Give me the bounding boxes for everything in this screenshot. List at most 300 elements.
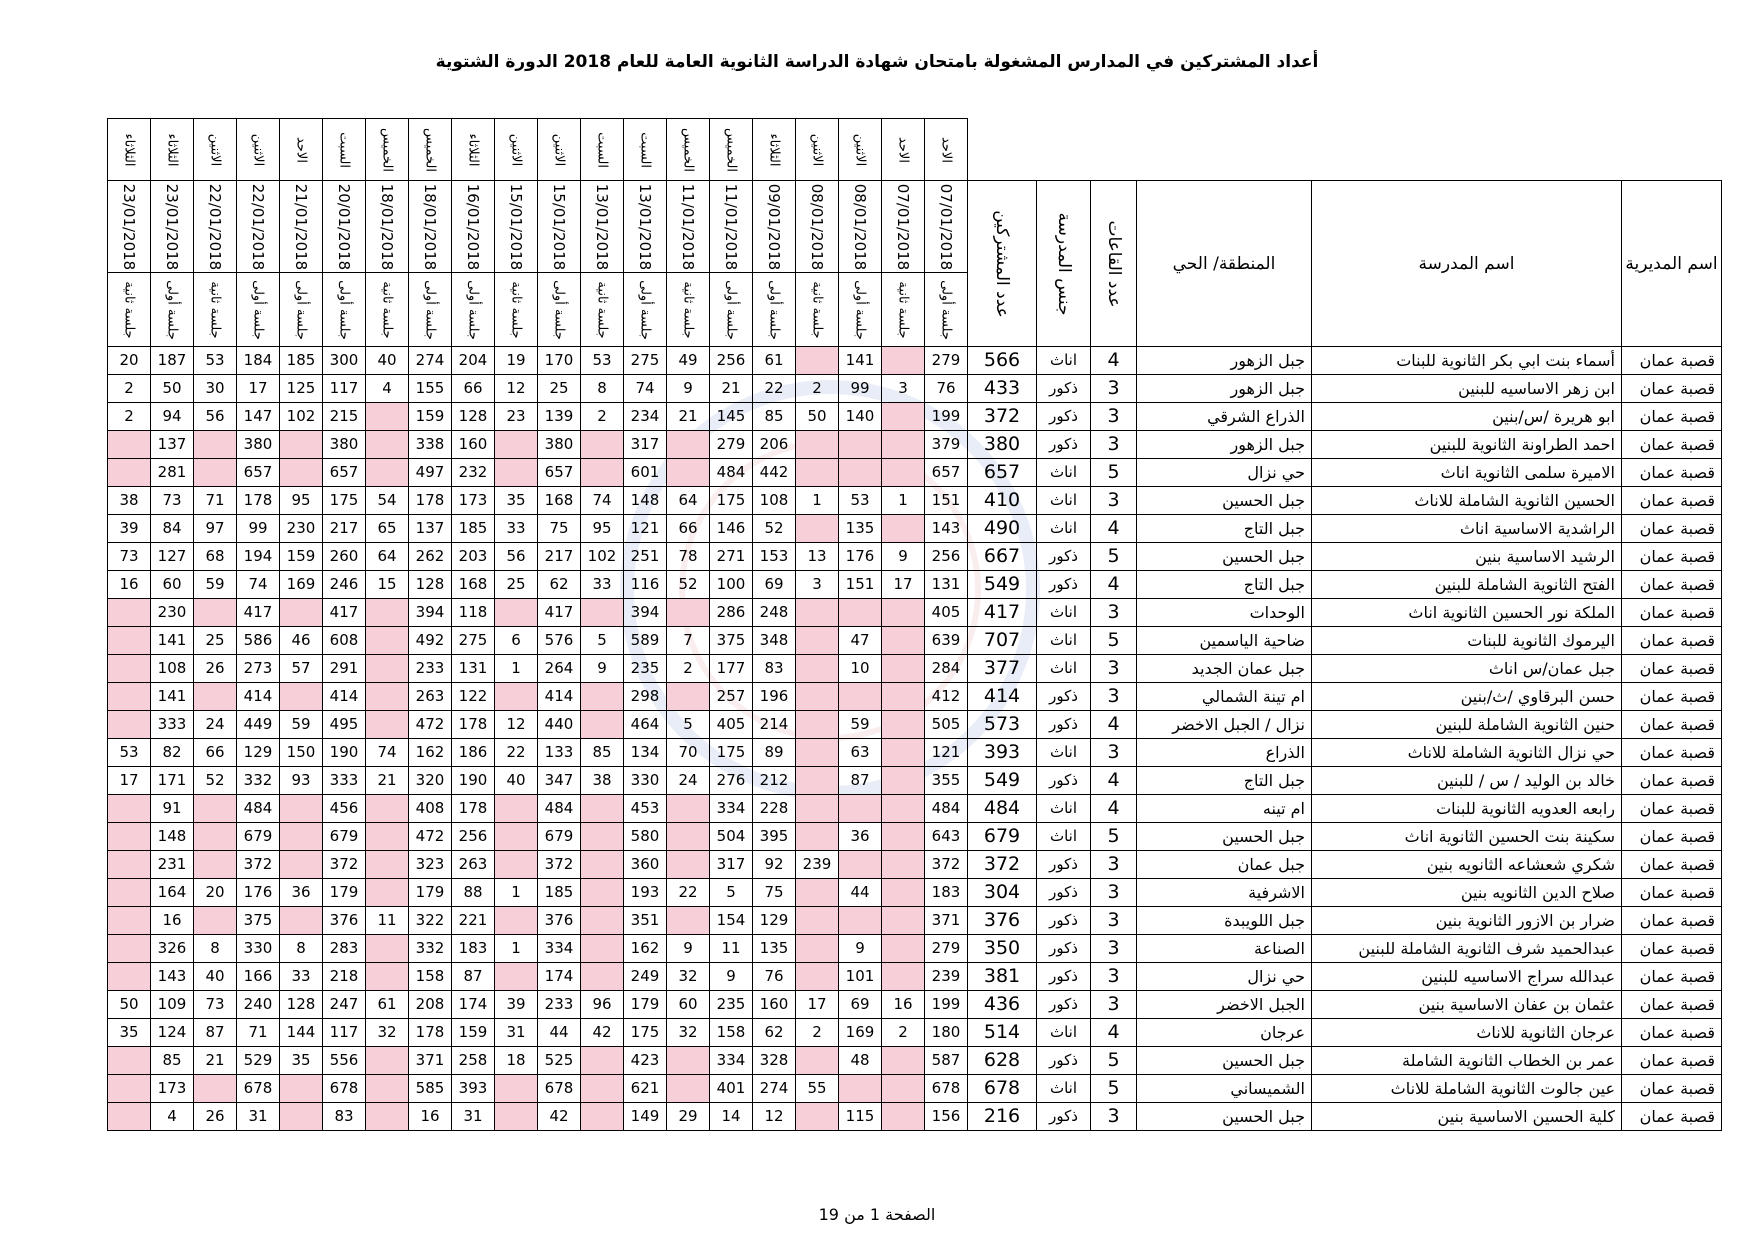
empty-session-cell [280,431,323,459]
empty-session-cell [882,347,925,375]
session-count-cell: 414 [323,683,366,711]
session-count-cell: 44 [839,879,882,907]
session-count-cell: 50 [796,403,839,431]
session-count-cell: 183 [452,935,495,963]
session-count-cell: 76 [925,375,968,403]
header-gender [1037,181,1091,347]
session-count-cell: 61 [366,991,409,1019]
session-count-cell: 66 [194,739,237,767]
session-count-cell: 291 [323,655,366,683]
school-name-cell: الراشدية الاساسية اناث [1312,515,1622,543]
empty-session-cell [581,851,624,879]
session-date-label: 13/01/2018 [636,183,654,270]
session-count-cell: 99 [839,375,882,403]
area-cell: الذراع الشرقي [1137,403,1312,431]
session-number [624,273,667,347]
school-name-cell: الحسين الثانوية الشاملة للاناث [1312,487,1622,515]
empty-session-cell [796,1047,839,1075]
table-row [108,795,1722,823]
session-number [323,273,366,347]
session-count-cell: 17 [108,767,151,795]
empty-session-cell [882,599,925,627]
session-count-cell: 206 [753,431,796,459]
session-count-cell: 76 [753,963,796,991]
table-row [108,851,1722,879]
session-date [452,181,495,273]
session-count-cell: 174 [538,963,581,991]
school-name-cell: عبدالله سراج الاساسيه للبنين [1312,963,1622,991]
session-number [366,273,409,347]
session-count-cell: 35 [495,487,538,515]
session-count-cell: 495 [323,711,366,739]
session-number [452,273,495,347]
session-date [710,181,753,273]
session-count-cell: 18 [495,1047,538,1075]
session-count-cell: 158 [710,1019,753,1047]
session-count-cell: 26 [194,655,237,683]
empty-session-cell [839,907,882,935]
school-name-cell: حسن البرقاوي /ث/بنين [1312,683,1622,711]
session-number [237,273,280,347]
session-count-cell: 215 [323,403,366,431]
session-date-label: 07/01/2018 [894,183,912,270]
table-row [108,515,1722,543]
session-count-cell: 99 [237,515,280,543]
session-number [710,273,753,347]
header-gender-label: جنس المدرسة [1053,212,1074,315]
empty-session-cell [882,403,925,431]
gender-cell: اناث [1037,515,1091,543]
empty-session-cell [796,431,839,459]
session-count-cell: 159 [280,543,323,571]
session-count-cell: 371 [925,907,968,935]
gender-cell: ذكور [1037,431,1091,459]
table-row [108,459,1722,487]
session-day [538,119,581,181]
area-cell: عرجان [1137,1019,1312,1047]
session-count-cell: 32 [667,963,710,991]
school-name-cell: عين جالوت الثانوية الشاملة للاناث [1312,1075,1622,1103]
empty-session-cell [366,1103,409,1131]
school-name-cell: الرشيد الاساسية بنين [1312,543,1622,571]
session-count-cell: 187 [151,347,194,375]
session-count-cell: 184 [237,347,280,375]
session-day-label: الاحد [895,136,911,163]
halls-cell: 4 [1091,711,1137,739]
empty-session-cell [108,879,151,907]
area-cell: جبل عمان [1137,851,1312,879]
halls-cell: 5 [1091,543,1137,571]
directorate-cell: قصبة عمان [1622,1047,1722,1075]
session-count-cell: 150 [280,739,323,767]
session-count-cell: 26 [194,1103,237,1131]
session-count-cell: 2 [667,655,710,683]
participants-cell: 657 [968,459,1037,487]
session-number-label: جلسة ثانية [809,280,825,339]
session-count-cell: 29 [667,1103,710,1131]
session-count-cell: 151 [839,571,882,599]
empty-session-cell [667,1075,710,1103]
empty-session-cell [366,711,409,739]
session-count-cell: 393 [452,1075,495,1103]
session-count-cell: 100 [710,571,753,599]
gender-cell: ذكور [1037,375,1091,403]
gender-cell: اناث [1037,655,1091,683]
session-count-cell: 108 [753,487,796,515]
session-day [882,119,925,181]
directorate-cell: قصبة عمان [1622,459,1722,487]
session-count-cell: 15 [366,571,409,599]
session-count-cell: 16 [882,991,925,1019]
directorate-cell: قصبة عمان [1622,403,1722,431]
school-name-cell: حنين الثانوية الشاملة للبنين [1312,711,1622,739]
session-count-cell: 281 [151,459,194,487]
session-count-cell: 143 [925,515,968,543]
session-count-cell: 284 [925,655,968,683]
session-count-cell: 347 [538,767,581,795]
session-count-cell: 48 [839,1047,882,1075]
empty-session-cell [581,431,624,459]
session-count-cell: 9 [882,543,925,571]
empty-session-cell [194,683,237,711]
empty-session-cell [280,851,323,879]
table-row [108,907,1722,935]
participants-cell: 628 [968,1047,1037,1075]
session-date-label: 15/01/2018 [507,183,525,270]
session-count-cell: 17 [796,991,839,1019]
halls-cell: 4 [1091,515,1137,543]
session-count-cell: 177 [710,655,753,683]
session-count-cell: 17 [237,375,280,403]
session-count-cell: 175 [710,487,753,515]
participants-cell: 549 [968,767,1037,795]
empty-session-cell [495,823,538,851]
session-count-cell: 235 [710,991,753,1019]
session-count-cell: 405 [710,711,753,739]
session-count-cell: 4 [366,375,409,403]
directorate-cell: قصبة عمان [1622,795,1722,823]
session-count-cell: 326 [151,935,194,963]
session-count-cell: 159 [409,403,452,431]
session-count-cell: 9 [581,655,624,683]
empty-session-cell [108,711,151,739]
session-date-label: 22/01/2018 [249,183,267,270]
gender-cell: اناث [1037,627,1091,655]
empty-session-cell [495,1103,538,1131]
empty-session-cell [667,907,710,935]
empty-session-cell [581,459,624,487]
directorate-cell: قصبة عمان [1622,515,1722,543]
session-count-cell: 117 [323,375,366,403]
session-count-cell: 279 [925,935,968,963]
empty-session-cell [366,459,409,487]
session-count-cell: 159 [452,1019,495,1047]
session-date [409,181,452,273]
header-spacer [968,119,1037,181]
header-area: المنطقة/ الحي [1137,181,1312,347]
session-count-cell: 49 [667,347,710,375]
session-date [280,181,323,273]
session-count-cell: 608 [323,627,366,655]
empty-session-cell [796,823,839,851]
session-count-cell: 456 [323,795,366,823]
session-count-cell: 372 [237,851,280,879]
session-count-cell: 59 [280,711,323,739]
session-count-cell: 1 [495,655,538,683]
session-count-cell: 16 [409,1103,452,1131]
session-count-cell: 33 [280,963,323,991]
session-count-cell: 221 [452,907,495,935]
gender-cell: ذكور [1037,1047,1091,1075]
gender-cell: اناث [1037,347,1091,375]
session-count-cell: 380 [237,431,280,459]
session-count-cell: 453 [624,795,667,823]
session-date [925,181,968,273]
session-date-label: 22/01/2018 [206,183,224,270]
gender-cell: اناث [1037,599,1091,627]
directorate-cell: قصبة عمان [1622,683,1722,711]
session-number-label: جلسة ثانية [594,280,610,339]
empty-session-cell [882,711,925,739]
session-count-cell: 580 [624,823,667,851]
session-count-cell: 42 [581,1019,624,1047]
session-count-cell: 408 [409,795,452,823]
area-cell: الجبل الاخضر [1137,991,1312,1019]
directorate-cell: قصبة عمان [1622,767,1722,795]
session-count-cell: 54 [366,487,409,515]
session-count-cell: 1 [796,487,839,515]
school-name-cell: عثمان بن عفان الاساسية بنين [1312,991,1622,1019]
session-count-cell: 128 [409,571,452,599]
session-count-cell: 372 [323,851,366,879]
table-row [108,403,1722,431]
area-cell: ام تينة الشمالي [1137,683,1312,711]
session-count-cell: 246 [323,571,366,599]
empty-session-cell [280,795,323,823]
empty-session-cell [495,907,538,935]
session-count-cell: 166 [237,963,280,991]
session-count-cell: 173 [452,487,495,515]
empty-session-cell [366,935,409,963]
session-count-cell: 85 [151,1047,194,1075]
session-count-cell: 53 [194,347,237,375]
session-count-cell: 283 [323,935,366,963]
session-count-cell: 5 [667,711,710,739]
halls-cell: 5 [1091,459,1137,487]
session-count-cell: 179 [409,879,452,907]
session-date-label: 23/01/2018 [163,183,181,270]
session-count-cell: 115 [839,1103,882,1131]
session-count-cell: 38 [108,487,151,515]
session-count-cell: 334 [538,935,581,963]
session-count-cell: 10 [839,655,882,683]
empty-session-cell [108,599,151,627]
session-day [667,119,710,181]
session-count-cell: 95 [581,515,624,543]
participants-cell: 417 [968,599,1037,627]
session-count-cell: 380 [323,431,366,459]
session-number-label: جلسة أولى [422,279,438,340]
school-name-cell: ابن زهر الاساسيه للبنين [1312,375,1622,403]
session-count-cell: 170 [538,347,581,375]
halls-cell: 3 [1091,879,1137,907]
session-count-cell: 274 [753,1075,796,1103]
session-date [237,181,280,273]
table-row [108,739,1722,767]
area-cell: جبل التاج [1137,571,1312,599]
session-count-cell: 20 [108,347,151,375]
session-count-cell: 11 [710,935,753,963]
session-count-cell: 4 [151,1103,194,1131]
session-count-cell: 233 [538,991,581,1019]
session-count-cell: 87 [839,767,882,795]
page-footer: الصفحة 1 من 19 [818,1205,936,1224]
header-halls [1091,181,1137,347]
session-count-cell: 151 [925,487,968,515]
session-day [710,119,753,181]
session-count-cell: 135 [753,935,796,963]
directorate-cell: قصبة عمان [1622,851,1722,879]
session-date-label: 21/01/2018 [292,183,310,270]
directorate-cell: قصبة عمان [1622,1103,1722,1131]
session-count-cell: 330 [237,935,280,963]
halls-cell: 5 [1091,1075,1137,1103]
session-count-cell: 218 [323,963,366,991]
session-day [796,119,839,181]
session-number-label: جلسة أولى [637,279,653,340]
session-count-cell: 260 [323,543,366,571]
header-spacer [1137,119,1312,181]
empty-session-cell [882,851,925,879]
session-count-cell: 44 [538,1019,581,1047]
session-day [581,119,624,181]
session-count-cell: 31 [495,1019,538,1047]
session-count-cell: 83 [323,1103,366,1131]
session-count-cell: 372 [538,851,581,879]
directorate-cell: قصبة عمان [1622,543,1722,571]
session-count-cell: 464 [624,711,667,739]
session-day [839,119,882,181]
session-count-cell: 137 [409,515,452,543]
session-number [409,273,452,347]
empty-session-cell [366,1047,409,1075]
session-count-cell: 121 [624,515,667,543]
session-count-cell: 7 [667,627,710,655]
session-count-cell: 279 [925,347,968,375]
session-count-cell: 8 [280,935,323,963]
session-count-cell: 93 [280,767,323,795]
session-count-cell: 586 [237,627,280,655]
table-row [108,963,1722,991]
session-count-cell: 251 [624,543,667,571]
session-count-cell: 332 [409,935,452,963]
session-number-label: جلسة أولى [164,279,180,340]
session-count-cell: 199 [925,991,968,1019]
session-count-cell: 423 [624,1047,667,1075]
session-count-cell: 256 [925,543,968,571]
session-count-cell: 127 [151,543,194,571]
session-number-label: جلسة أولى [551,279,567,340]
empty-session-cell [882,907,925,935]
participants-cell: 372 [968,403,1037,431]
participants-cell: 304 [968,879,1037,907]
empty-session-cell [667,823,710,851]
session-count-cell: 141 [151,683,194,711]
empty-session-cell [366,1075,409,1103]
session-count-cell: 395 [753,823,796,851]
session-count-cell: 178 [237,487,280,515]
empty-session-cell [667,599,710,627]
table-row [108,683,1722,711]
session-count-cell: 21 [667,403,710,431]
empty-session-cell [581,683,624,711]
session-count-cell: 414 [538,683,581,711]
session-count-cell: 129 [753,907,796,935]
session-count-cell: 348 [753,627,796,655]
session-count-cell: 275 [452,627,495,655]
directorate-cell: قصبة عمان [1622,431,1722,459]
session-count-cell: 50 [151,375,194,403]
table-row [108,935,1722,963]
session-count-cell: 355 [925,767,968,795]
empty-session-cell [882,795,925,823]
session-count-cell: 108 [151,655,194,683]
session-count-cell: 643 [925,823,968,851]
halls-cell: 4 [1091,767,1137,795]
participants-cell: 549 [968,571,1037,599]
table-row [108,543,1722,571]
session-count-cell: 194 [237,543,280,571]
session-count-cell: 60 [667,991,710,1019]
participants-cell: 377 [968,655,1037,683]
session-count-cell: 1 [882,487,925,515]
session-count-cell: 417 [237,599,280,627]
area-cell: الشميساني [1137,1075,1312,1103]
session-count-cell: 50 [108,991,151,1019]
halls-cell: 3 [1091,599,1137,627]
session-date-label: 11/01/2018 [722,183,740,270]
session-day-label: الاثنين [508,133,524,166]
directorate-cell: قصبة عمان [1622,487,1722,515]
session-count-cell: 9 [667,375,710,403]
session-count-cell: 333 [323,767,366,795]
session-count-cell: 92 [753,851,796,879]
session-count-cell: 23 [495,403,538,431]
session-count-cell: 2 [796,375,839,403]
session-count-cell: 21 [194,1047,237,1075]
halls-cell: 5 [1091,823,1137,851]
session-count-cell: 472 [409,823,452,851]
session-count-cell: 66 [667,515,710,543]
session-count-cell: 240 [237,991,280,1019]
session-number-label: جلسة أولى [852,279,868,340]
session-count-cell: 484 [710,459,753,487]
session-count-cell: 36 [839,823,882,851]
session-number [194,273,237,347]
session-count-cell: 83 [753,655,796,683]
session-number [495,273,538,347]
session-count-cell: 178 [452,795,495,823]
participants-cell: 490 [968,515,1037,543]
empty-session-cell [108,935,151,963]
gender-cell: اناث [1037,823,1091,851]
session-count-cell: 55 [796,1075,839,1103]
participants-cell: 381 [968,963,1037,991]
session-date [753,181,796,273]
empty-session-cell [280,823,323,851]
table-row [108,571,1722,599]
session-count-cell: 678 [538,1075,581,1103]
